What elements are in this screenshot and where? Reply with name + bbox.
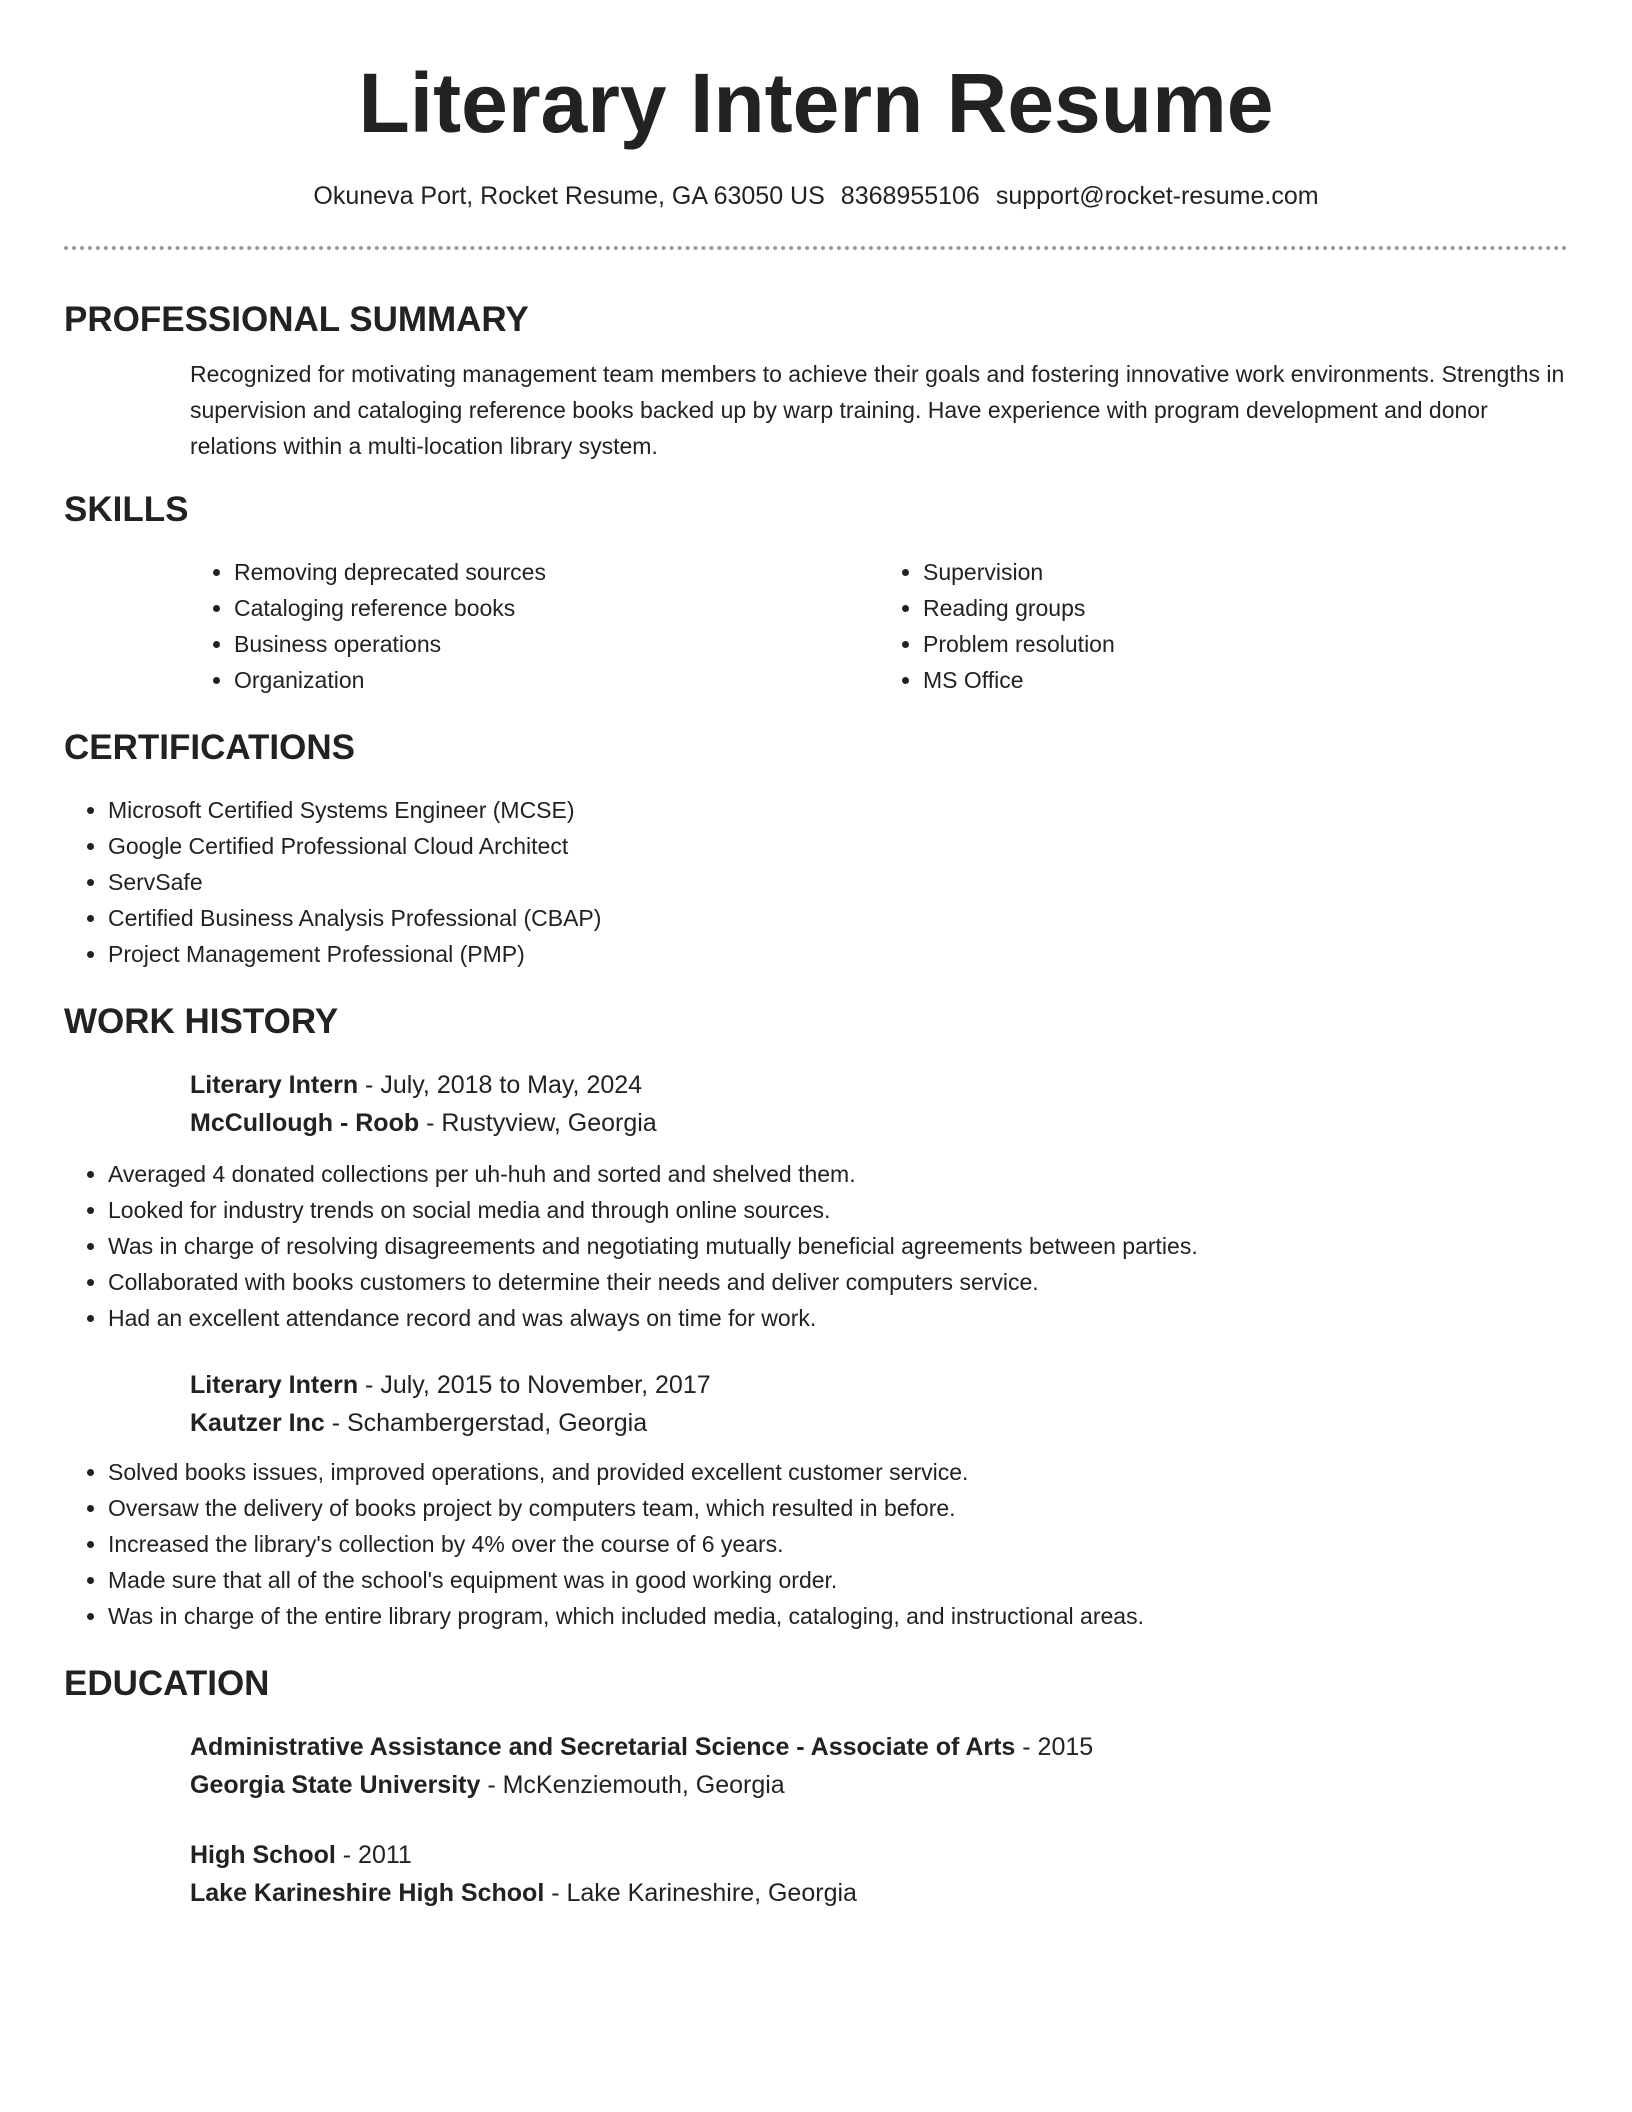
section-heading-summary: PROFESSIONAL SUMMARY [64, 300, 529, 339]
work-entry [190, 1366, 1568, 1442]
certification-item: • Project Management Professional (PMP) [108, 936, 1568, 972]
job-duty: • Had an excellent attendance record and was always on time for work. [108, 1300, 1568, 1336]
contact-line [64, 180, 1568, 212]
job-duty: • Averaged 4 donated collections per uh-huh and sorted and shelved them. [108, 1156, 1568, 1192]
job-duty: • Looked for industry trends on social media and through online sources. [108, 1192, 1568, 1228]
contact-phone: 8368955106 [840, 182, 980, 210]
skill-item: • Cataloging reference books [234, 590, 879, 626]
job-dates: - July, 2015 to November, 2017 [358, 1371, 711, 1399]
certification-item: • Google Certified Professional Cloud Architect [108, 828, 1568, 864]
education-entry [190, 1728, 1568, 1804]
certification-item: • Microsoft Certified Systems Engineer (MCSE) [108, 792, 1568, 828]
degree-year: - 2015 [1015, 1733, 1094, 1761]
certification-item: • ServSafe [108, 864, 1568, 900]
job-duty: • Oversaw the delivery of books project by computers team, which resulted in before. [108, 1490, 1568, 1526]
contact-email: support@rocket-resume.com [995, 182, 1319, 210]
skill-item: • Problem resolution [923, 626, 1568, 662]
work-entry [190, 1066, 1568, 1142]
school-location: - McKenziemouth, Georgia [480, 1771, 785, 1799]
skills-lists [190, 554, 1568, 698]
education-entry [190, 1836, 1568, 1912]
degree-name: High School [190, 1841, 336, 1869]
job-title: Literary Intern [190, 1371, 359, 1399]
school-line [190, 1766, 1568, 1804]
school-name: Georgia State University [190, 1771, 481, 1799]
skills-list-left [190, 554, 879, 698]
skill-item: • Business operations [234, 626, 879, 662]
degree-year: - 2011 [335, 1841, 412, 1869]
job-location: - Schambergerstad, Georgia [324, 1409, 648, 1437]
job-duties-list [64, 1156, 1568, 1336]
skill-item: • Reading groups [923, 590, 1568, 626]
skills-list-right [879, 554, 1568, 698]
section-heading-skills: SKILLS [64, 490, 189, 529]
job-title-line [190, 1066, 1568, 1104]
job-dates: - July, 2018 to May, 2024 [358, 1071, 643, 1099]
job-location: - Rustyview, Georgia [419, 1109, 657, 1137]
resume-title: Literary Intern Resume [358, 56, 1274, 150]
job-company-line [190, 1404, 1568, 1442]
job-company: McCullough - Roob [190, 1109, 420, 1137]
job-duty: • Collaborated with books customers to determine their needs and deliver computers service. [108, 1264, 1568, 1300]
job-duty: • Increased the library's collection by 4% over the course of 6 years. [108, 1526, 1568, 1562]
skill-item: • Removing deprecated sources [234, 554, 879, 590]
skill-item: • Organization [234, 662, 879, 698]
section-heading-work-history: WORK HISTORY [64, 1002, 339, 1041]
degree-name: Administrative Assistance and Secretarial Science - Associate of Arts [190, 1733, 1016, 1761]
job-duty: • Was in charge of resolving disagreements and negotiating mutually beneficial agreements between parties. [108, 1228, 1568, 1264]
summary-text: Recognized for motivating management team members to achieve their goals and fostering innovative work environments. Strengths in supervision and cataloging reference books backed up by warp training. Have experience with program development and donor relations within a multi-location library system. [190, 361, 1565, 459]
job-title-line [190, 1366, 1568, 1404]
section-heading-certifications: CERTIFICATIONS [64, 728, 356, 767]
job-duty: • Solved books issues, improved operations, and provided excellent customer service. [108, 1454, 1568, 1490]
skill-item: • Supervision [923, 554, 1568, 590]
job-company: Kautzer Inc [190, 1409, 325, 1437]
school-name: Lake Karineshire High School [190, 1879, 545, 1907]
degree-line [190, 1728, 1568, 1766]
job-duty: • Was in charge of the entire library program, which included media, cataloging, and instructional areas. [108, 1598, 1568, 1634]
contact-address: Okuneva Port, Rocket Resume, GA 63050 US [313, 182, 825, 210]
school-line [190, 1874, 1568, 1912]
school-location: - Lake Karineshire, Georgia [544, 1879, 857, 1907]
certifications-list [64, 792, 1568, 972]
job-duty: • Made sure that all of the school's equipment was in good working order. [108, 1562, 1568, 1598]
header-divider [64, 246, 1568, 250]
job-company-line [190, 1104, 1568, 1142]
job-duties-list [64, 1454, 1568, 1634]
certification-item: • Certified Business Analysis Professional (CBAP) [108, 900, 1568, 936]
job-title: Literary Intern [190, 1071, 359, 1099]
skill-item: • MS Office [923, 662, 1568, 698]
section-heading-education: EDUCATION [64, 1664, 270, 1703]
degree-line [190, 1836, 1568, 1874]
